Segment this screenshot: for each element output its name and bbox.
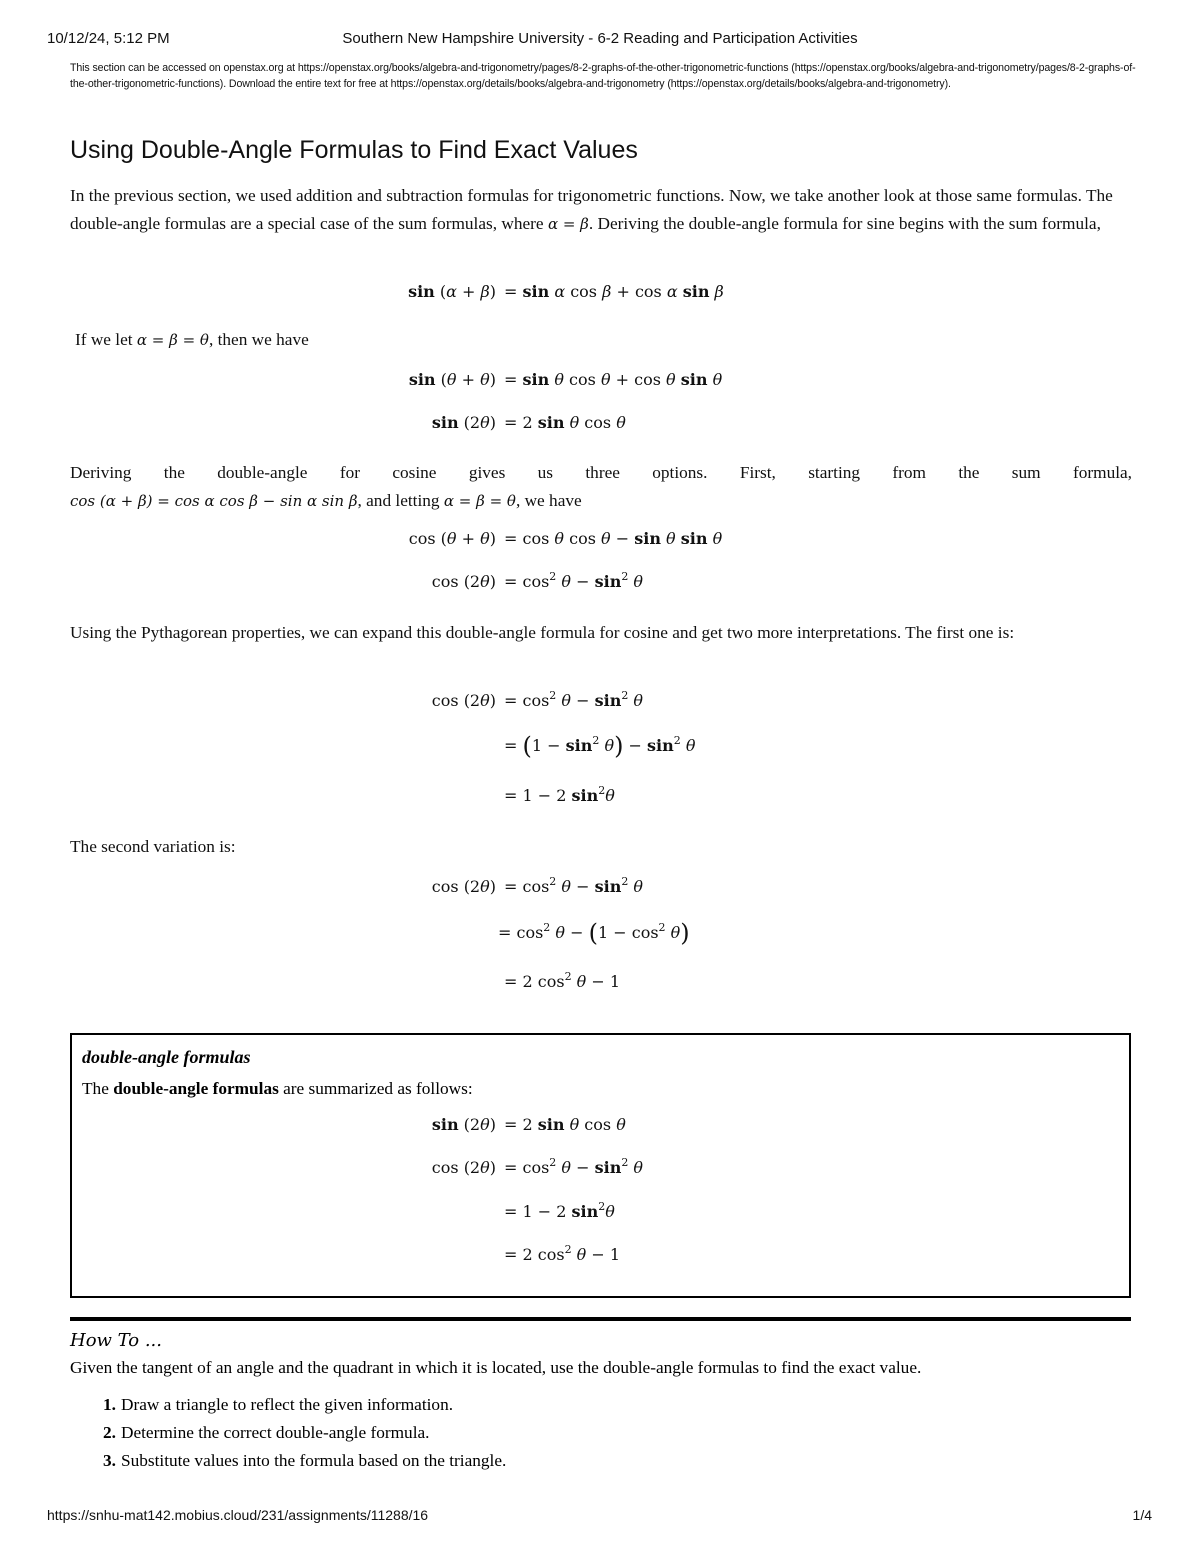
formula-box-title: double-angle formulas <box>82 1047 251 1067</box>
print-datetime: 10/12/24, 5:12 PM <box>47 30 170 47</box>
cosine-paragraph-line1: Deriving the double-angle for cosine gives us three options. First, starting from the sum formula, <box>70 463 1132 482</box>
howto-title: How To ... <box>70 1330 162 1351</box>
equation-rhs: = $\cos^2 \theta - (1 - \cos^2 \theta)$ <box>498 919 690 947</box>
equation-lhs: sin (2θ) <box>431 413 496 432</box>
equation-rhs: = sin α cos β + cos α sin β <box>504 282 724 301</box>
equation-rhs: = 1 − 2 $\sin^2\theta$ <box>504 784 615 805</box>
equation-rhs: = 2 $\cos^2 \theta - 1$ <box>504 1243 621 1264</box>
equation-rhs: = $\cos^2 \theta - \sin^2 \theta$ <box>504 570 644 591</box>
second-variation-paragraph: The second variation is: <box>70 837 236 856</box>
howto-steps-list <box>103 1391 506 1475</box>
attribution-text: This section can be accessed on openstax.org at https://openstax.org/books/algebra-and-trigonometry/pages/8-2-graphs-of-the-other-trigonometric-functions (https://openstax.org/books/algebra-and-trigonometry/pages/8-2-graphs-of-the-other-trigonometric-functions). Download the entire text for free at https://openstax.org/details/books/algebra-and-trigonometry (https://openstax.org/details/books/algebra-and-trigonometry). <box>70 62 1136 90</box>
page-number: 1/4 <box>1132 1507 1152 1523</box>
formula-box-intro: The double-angle formulas are summarized as follows: <box>82 1079 473 1098</box>
equation-rhs: = $(1 - \sin^2 \theta) - \sin^2 \theta$ <box>504 732 696 760</box>
equation-lhs: cos (2θ) <box>431 1158 496 1177</box>
equation-rhs: = 2 sin θ cos θ <box>504 413 626 432</box>
equation-lhs: cos (2θ) <box>431 691 496 710</box>
equation-lhs: sin (θ + θ) <box>408 370 496 389</box>
howto-intro: Given the tangent of an angle and the quadrant in which it is located, use the double-angle formulas to find the exact value. <box>70 1358 922 1377</box>
footer-url: https://snhu-mat142.mobius.cloud/231/assignments/11288/16 <box>47 1507 429 1523</box>
cosine-paragraph-line2: cos (α + β) = cos α cos β − sin α sin β, and letting α = β = θ, we have <box>70 491 582 510</box>
equation-lhs: sin (α + β) <box>408 282 496 301</box>
math-inline: α = β <box>547 214 589 233</box>
section-title: Using Double-Angle Formulas to Find Exact Values <box>70 136 638 164</box>
list-item: 3. Substitute values into the formula based on the triangle. <box>103 1451 507 1470</box>
math-inline: α = β = θ <box>443 492 516 510</box>
equation-rhs: = cos θ cos θ − sin θ sin θ <box>504 529 723 548</box>
equation-lhs: cos (θ + θ) <box>408 529 496 548</box>
equation-rhs: = $\cos^2 \theta - \sin^2 \theta$ <box>504 1156 644 1177</box>
howto-divider <box>70 1317 1131 1321</box>
list-item: 1. Draw a triangle to reflect the given information. <box>103 1395 454 1414</box>
equation-rhs: = 1 − 2 $\sin^2\theta$ <box>504 1200 615 1221</box>
equation-rhs: = $\cos^2 \theta - \sin^2 \theta$ <box>504 875 644 896</box>
equation-rhs: = sin θ cos θ + cos θ sin θ <box>504 370 723 389</box>
equation-lhs: cos (2θ) <box>431 877 496 896</box>
list-item: 2. Determine the correct double-angle formula. <box>103 1423 430 1442</box>
math-inline: cos (α + β) = cos α cos β − sin α sin β <box>70 492 358 510</box>
pythagorean-paragraph: Using the Pythagorean properties, we can expand this double-angle formula for cosine and get two more interpretations. The first one is: <box>70 623 1015 642</box>
equation-lhs: cos (2θ) <box>431 572 496 591</box>
let-paragraph: If we let α = β = θ, then we have <box>75 330 309 349</box>
math-inline: α = β = θ <box>136 331 209 349</box>
intro-paragraph: In the previous section, we used addition and subtraction formulas for trigonometric functions. Now, we take another look at those same formulas. The double-angle formulas are a special case of the sum formulas, where α = β. Deriving the double-angle formula for sine begins with the sum formula, <box>70 186 1113 233</box>
page-header-title: Southern New Hampshire University - 6-2 Reading and Participation Activities <box>342 30 858 47</box>
equation-rhs: = 2 $\cos^2 \theta - 1$ <box>504 970 621 991</box>
equation-rhs: = 2 sin θ cos θ <box>504 1115 626 1134</box>
equation-lhs: sin (2θ) <box>431 1115 496 1134</box>
equation-rhs: = $\cos^2 \theta - \sin^2 \theta$ <box>504 689 644 710</box>
